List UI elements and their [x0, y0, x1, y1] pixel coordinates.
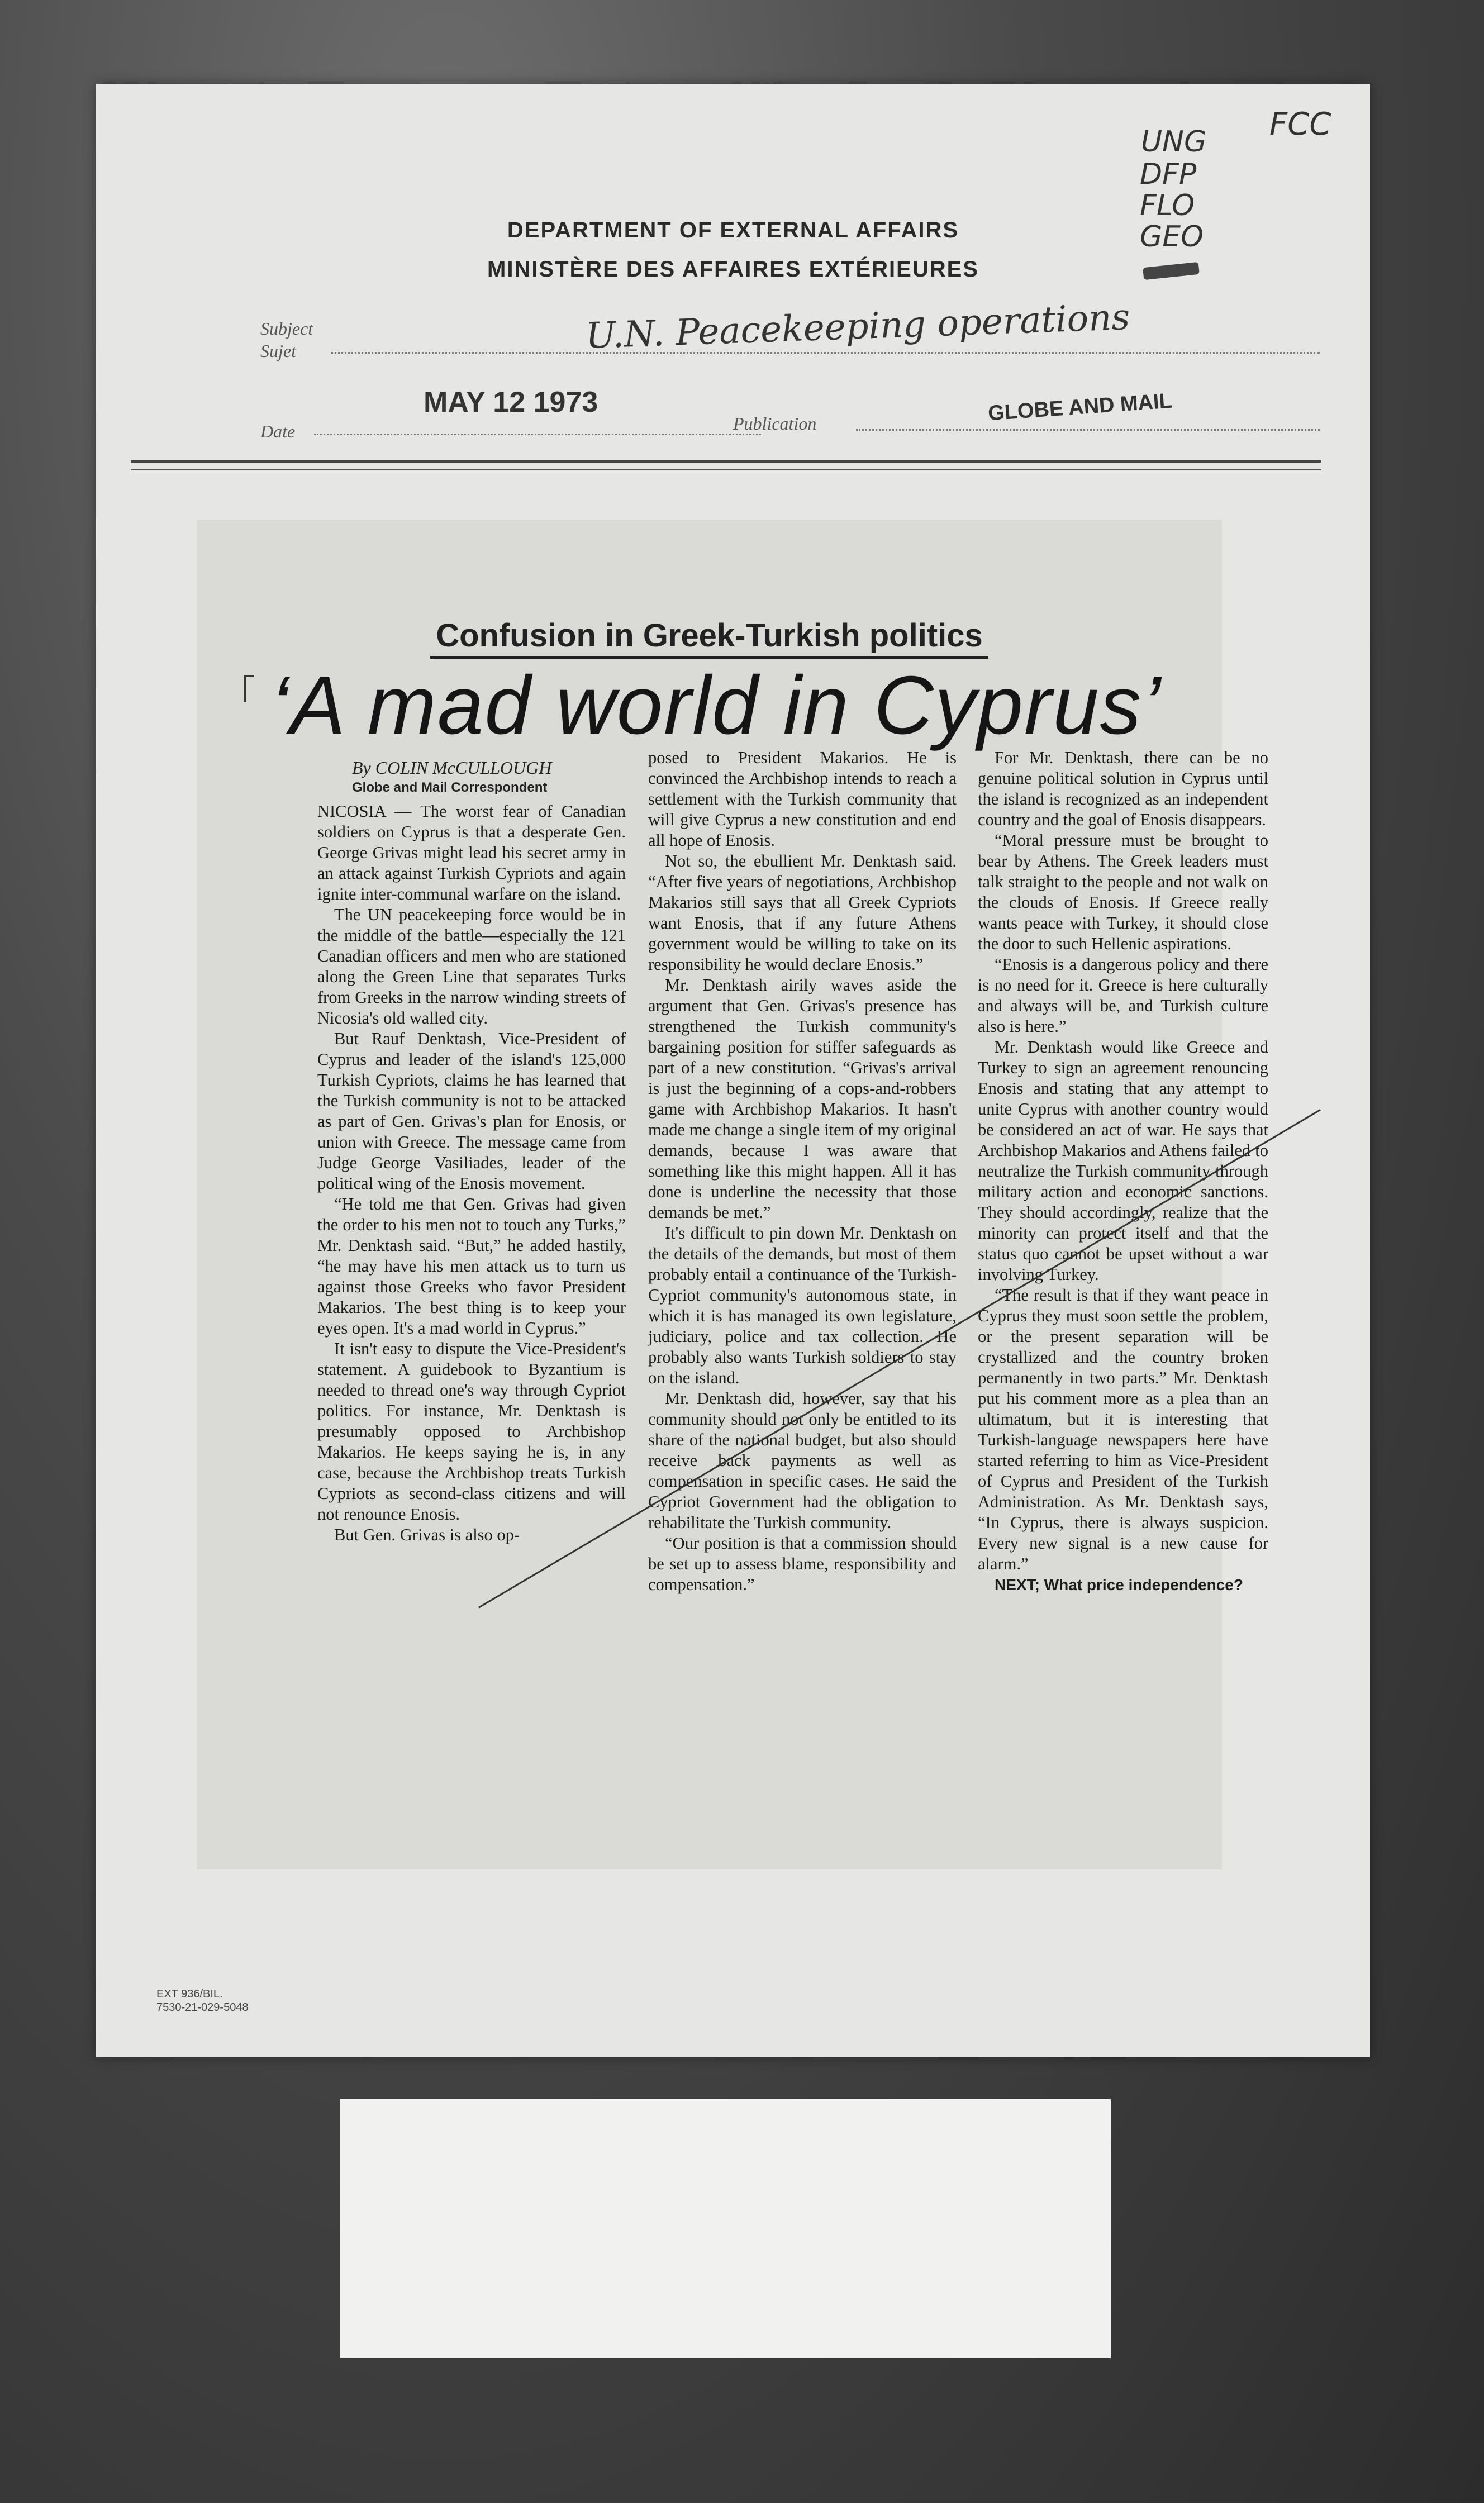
sujet-label: Sujet [260, 341, 296, 361]
article-column-1 [317, 801, 626, 1545]
paragraph: It isn't easy to dispute the Vice-President's statement. A guidebook to Byzantium is needed to thread one's way through Cypriot politics. For instance, Mr. Denktash is presumably opposed to Archbishop Makarios. He keeps saying he is, in any case, because the Archbishop treats Turkish Cypriots as second-class citizens and will not renounce Enosis. [317, 1339, 626, 1524]
routing-line-3: FLO [1140, 189, 1195, 222]
paragraph: The UN peacekeeping force would be in the middle of the battle—especially the 121 Canadian officers and men who are stationed along the Green Line that separates Turks from Greeks in the narrow winding streets of Nicosia's old walled city. [317, 905, 626, 1027]
header-rule-top [131, 460, 1321, 463]
paragraph: “Our position is that a commission should be set up to assess blame, responsibility and compensation.” [648, 1534, 957, 1594]
publication-line [856, 429, 1320, 431]
department-name-fr: MINISTÈRE DES AFFAIRES EXTÉRIEURES [487, 257, 979, 282]
paragraph: But Rauf Denktash, Vice-President of Cyprus and leader of the island's 125,000 Turkish Cypriots, claims he has learned that the Turkish community is not to be attacked as part of Gen. Grivas's plan for Enosis, or union with Greece. The message came from Judge George Vasiliades, leader of the political wing of the Enosis movement. [317, 1029, 626, 1193]
paragraph: It's difficult to pin down Mr. Denktash on the details of the demands, but most of them probably entail a continuance of the Turkish-Cypriot community's autonomous state, in which it is has managed its own legislature, judiciary, police and tax collection. He probably also wants Turkish soldiers to stay on the island. [648, 1224, 957, 1387]
paragraph: posed to President Makarios. He is convinced the Archbishop intends to reach a settlement with the Turkish community that will give Cyprus a new constitution and end all hope of Enosis. [648, 748, 957, 850]
document-page [96, 84, 1370, 2057]
form-code-1: EXT 936/BIL. [156, 1988, 223, 2000]
paragraph: “Enosis is a dangerous policy and there is no need for it. Greece is here culturally and always will be, and Turkish culture also is here.” [978, 955, 1268, 1036]
date-label: Date [260, 421, 296, 441]
routing-line-1: UNG [1141, 125, 1207, 159]
next-teaser: NEXT; What price independence? [995, 1576, 1243, 1593]
paragraph: But Gen. Grivas is also op- [334, 1525, 520, 1544]
subject-line [331, 352, 1320, 354]
article-byline: By COLIN McCULLOUGH [352, 758, 552, 778]
article-headline: ‘A mad world in Cyprus’ [270, 659, 1162, 751]
subject-handwritten: U.N. Peacekeeping operations [585, 297, 1131, 357]
paragraph: Mr. Denktash did, however, say that his community should not only be entitled to its share of the national budget, but also should receive back payments as well as compensation in specific cases. He said the Cypriot Government had the obligation to rehabilitate the Turkish community. [648, 1389, 957, 1532]
department-name-en: DEPARTMENT OF EXTERNAL AFFAIRS [507, 218, 959, 242]
newspaper-clipping [197, 520, 1268, 1869]
article-column-3 [978, 748, 1268, 1595]
paragraph: Not so, the ebullient Mr. Denktash said. “After five years of negotiations, Archbishop Makarios still says that all Greek Cypriots want Enosis, that if any future Athens government would be willing to take on its responsibility he would declare Enosis.” [648, 851, 957, 974]
date-line [314, 434, 761, 435]
paragraph: “Moral pressure must be brought to bear by Athens. The Greek leaders must talk straight to the people and not walk on the clouds of Enosis. If Greece really wants peace with Turkey, it should close the door to such Hellenic aspirations. [978, 831, 1268, 953]
article-kicker-text: Confusion in Greek-Turkish politics [430, 617, 988, 659]
date-stamp: MAY 12 1973 [424, 386, 598, 418]
publication-label: Publication [733, 413, 817, 434]
header-rule-bottom [131, 469, 1321, 470]
paragraph: NICOSIA — The worst fear of Canadian soldiers on Cyprus is that a desperate Gen. George Grivas might lead his secret army in an attack against Turkish Cypriots and again ignite inter-communal warfare on the island. [317, 802, 626, 903]
routing-line-4: GEO [1140, 220, 1204, 254]
subject-label: Subject [260, 318, 313, 339]
corner-initials: FCC [1269, 106, 1331, 142]
publication-stamp: GLOBE AND MAIL [987, 389, 1173, 426]
paragraph: Mr. Denktash would like Greece and Turkey to sign an agreement renouncing Enosis and stating that any attempt to unite Cyprus with another country would be considered an act of war. He says that Archbishop Makarios and Athens failed to neutralize the Turkish community through military action and economic sanctions. They should accordingly, realize that the minority can protect itself and that the status quo cannot be upset without a war involving Turkey. [978, 1038, 1268, 1284]
article-credit: Globe and Mail Correspondent [352, 780, 548, 795]
routing-line-2: DFP [1140, 158, 1197, 191]
paragraph: “The result is that if they want peace in Cyprus they must soon settle the problem, or the present separation will be crystallized and the country broken permanently in two parts.” Mr. Denktash put his comment more as a plea than an ultimatum, but it is interesting that Turkish-language newspapers here have started referring to him as Vice-President of Cyprus and President of the Turkish Administration. As Mr. Denktash says, “In Cyprus, there is always suspicion. Every new signal is a new cause for alarm.” [978, 1286, 1268, 1573]
form-code-2: 7530-21-029-5048 [156, 2001, 249, 2014]
paragraph: “He told me that Gen. Grivas had given the order to his men not to touch any Turks,” Mr. Denktash said. “But,” he added hastily, “he may have his men attack us to turn us against those Greeks who favor President Makarios. The best thing is to keep your eyes open. It's a mad world in Cyprus.” [317, 1195, 626, 1338]
blank-slip [340, 2099, 1111, 2358]
paragraph: Mr. Denktash airily waves aside the argument that Gen. Grivas's presence has strengthened the Turkish community's bargaining position for stiffer safeguards as part of a new constitution. “Grivas's arrival is just the beginning of a cops-and-robbers game with Archbishop Makarios. It hasn't made me change a single item of my original demands, because I was aware that something like this might happen. All it has done is underline the necessity that those demands be met.” [648, 975, 957, 1222]
article-column-2 [648, 748, 957, 1595]
article-kicker [197, 617, 1222, 654]
paragraph: For Mr. Denktash, there can be no genuine political solution in Cyprus until the island is recognized as an independent country and the goal of Enosis disappears. [978, 748, 1268, 829]
